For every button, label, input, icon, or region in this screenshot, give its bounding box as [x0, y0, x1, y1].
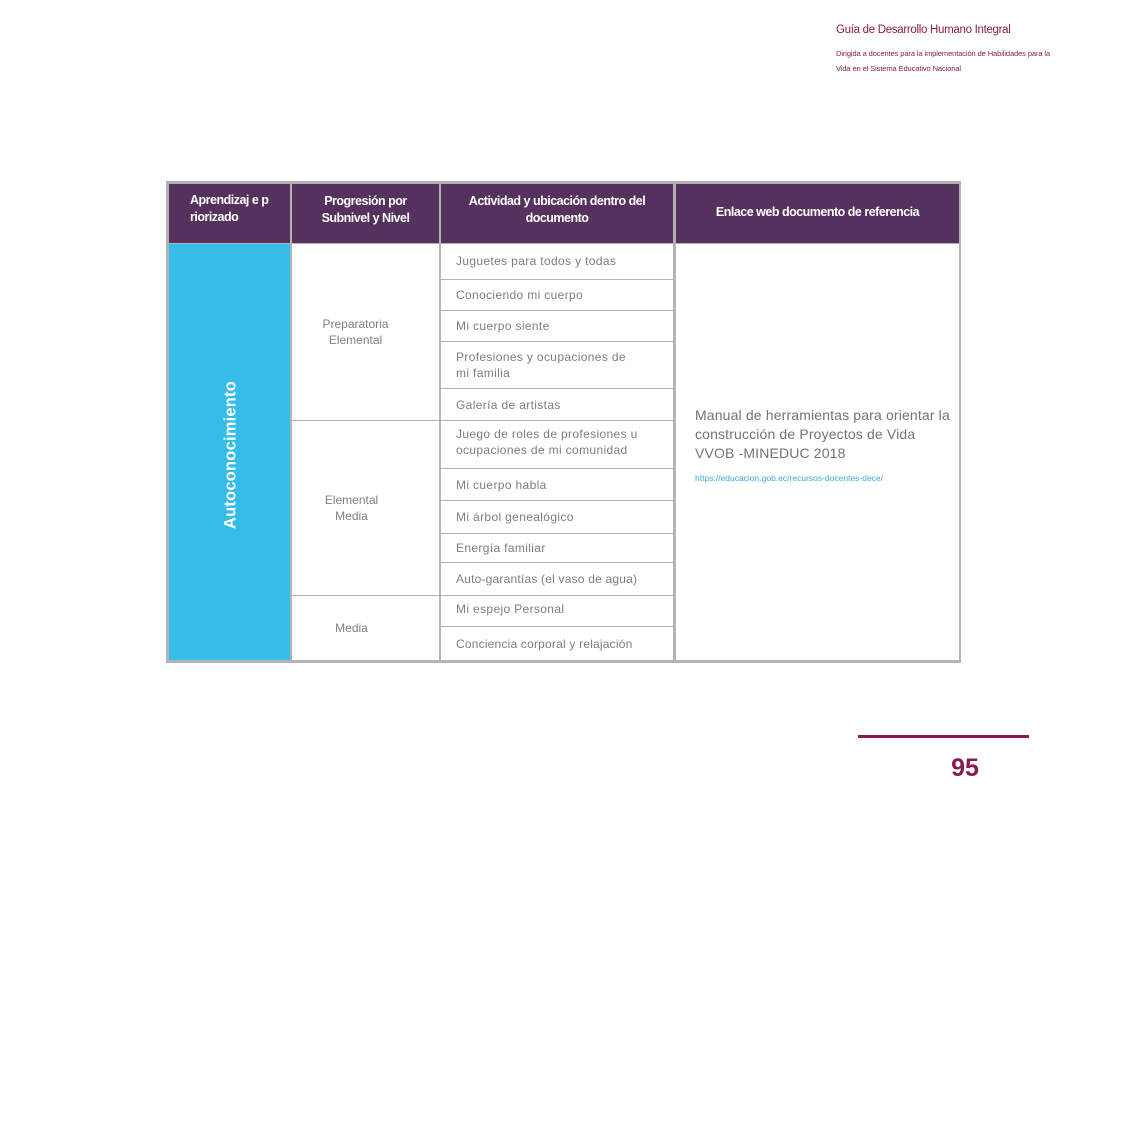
activity-cell	[441, 627, 673, 660]
activity-label: Mi árbol genealógico	[456, 510, 574, 524]
level-label: Media	[335, 621, 368, 635]
activity-cell	[441, 389, 673, 420]
level-cell	[292, 596, 439, 660]
column-header-activity-label: Actividad y ubicación dentro del documento	[468, 194, 646, 225]
column-header-reference-label: Enlace web documento de referencia	[715, 205, 920, 219]
activity-cell	[441, 311, 673, 341]
page-number: 95	[951, 754, 979, 782]
level-label: Elemental Media	[324, 493, 379, 523]
activity-label: Energía familiar	[456, 541, 546, 555]
activity-cell	[441, 469, 673, 500]
column-header-activity	[441, 184, 673, 243]
activity-label: Juguetes para todos y todas	[456, 254, 617, 268]
activity-label: Conciencia corporal y relajación	[456, 636, 633, 651]
activity-cell	[441, 342, 673, 388]
activity-label: Juego de roles de profesiones u ocupaciones de mi comunidad	[456, 427, 638, 457]
column-header-reference	[676, 184, 959, 243]
learning-cell	[169, 244, 290, 660]
column-header-learning-label: Aprendizaj e priorizado	[190, 193, 269, 224]
guide-subtitle-line2: Vida en el Sistema Educativo Nacional	[836, 64, 961, 73]
reference-text: Manual de herramientas para orientar la construcción de Proyectos de Vida VVOB -MINEDUC 2018	[695, 407, 950, 461]
activity-label: Mi cuerpo siente	[456, 319, 550, 333]
activities-table	[166, 181, 961, 663]
activity-cell	[441, 563, 673, 595]
activity-cell	[441, 280, 673, 310]
column-header-learning	[169, 184, 290, 243]
reference-link[interactable]: https://educacion.gob.ec/recursos-docentes-dece/	[695, 473, 884, 483]
activity-cell	[441, 596, 673, 626]
activity-label: Profesiones y ocupaciones de mi familia	[456, 350, 626, 380]
column-header-progression-label: Progresión por Subnivel y Nivel	[321, 194, 410, 225]
page-number-rule	[858, 735, 1029, 738]
level-cell	[292, 244, 439, 420]
reference-cell	[676, 244, 959, 660]
activity-cell	[441, 421, 673, 468]
activity-label: Auto-garantías (el vaso de agua)	[456, 572, 638, 586]
guide-title: Guía de Desarrollo Humano Integral	[836, 24, 1011, 36]
activity-label: Mi espejo Personal	[456, 602, 565, 616]
activity-cell	[441, 534, 673, 562]
activity-cell	[441, 244, 673, 279]
guide-subtitle-line1: Dirigida a docentes para la implementación de Habilidades para la	[836, 49, 1051, 58]
level-cell	[292, 421, 439, 595]
activity-label: Galería de artistas	[456, 397, 561, 412]
level-label: Preparatoria Elemental	[322, 317, 389, 347]
activity-label: Mi cuerpo habla	[456, 477, 547, 492]
running-header	[836, 22, 1076, 76]
guide-subtitle	[836, 46, 1076, 76]
column-header-progression	[292, 184, 439, 243]
learning-label: Autoconocimiento	[221, 380, 240, 530]
activity-label: Conociendo mi cuerpo	[456, 288, 584, 302]
activity-cell	[441, 501, 673, 533]
